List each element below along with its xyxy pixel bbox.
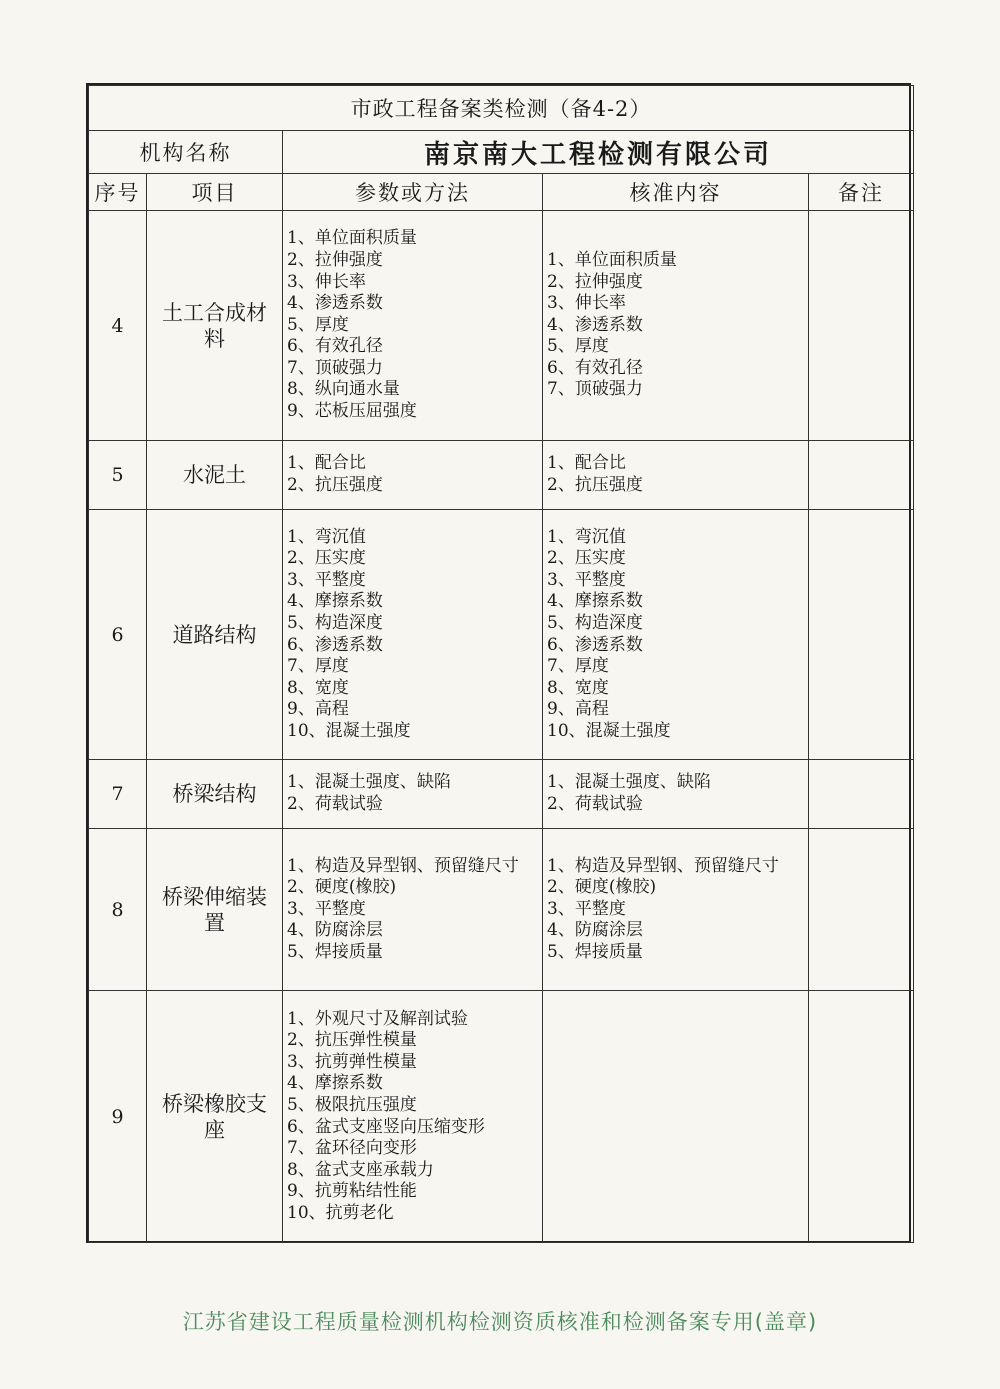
entry-list [287, 527, 542, 743]
row-params [283, 829, 543, 991]
list-item: 7、盆环径向变形 [287, 1138, 417, 1159]
list-item: 5、厚度 [287, 314, 349, 335]
row-seq: 7 [89, 760, 147, 829]
list-item: 6、有效孔径 [547, 357, 643, 378]
header-remark: 备注 [809, 174, 914, 211]
list-item: 1、构造及异型钢、预留缝尺寸 [547, 855, 779, 876]
entry-list [547, 250, 808, 401]
row-approved [543, 991, 809, 1243]
list-item: 6、盆式支座竖向压缩变形 [287, 1116, 485, 1137]
row-seq: 8 [89, 829, 147, 991]
list-item: 5、焊接质量 [547, 941, 643, 962]
list-item: 2、抗压强度 [287, 475, 383, 495]
row-approved [543, 441, 809, 510]
list-item: 8、宽度 [287, 677, 349, 698]
entry-list [287, 228, 542, 422]
entry-list [287, 772, 542, 815]
list-item: 3、平整度 [287, 898, 366, 919]
list-item: 9、抗剪粘结性能 [287, 1181, 417, 1202]
row-remark [809, 829, 914, 991]
row-item: 水泥土 [147, 441, 283, 510]
list-item: 4、摩擦系数 [547, 591, 643, 612]
row-item: 土工合成材料 [147, 211, 283, 441]
list-item: 5、极限抗压强度 [287, 1094, 417, 1115]
list-item: 1、配合比 [547, 453, 626, 474]
list-item: 3、伸长率 [287, 271, 366, 292]
footer-stamp-note: 江苏省建设工程质量检测机构检测资质核准和检测备案专用(盖章) [182, 1310, 818, 1334]
entry-list [547, 856, 808, 964]
row-seq: 5 [89, 441, 147, 510]
list-item: 4、渗透系数 [547, 314, 643, 335]
list-item: 10、抗剪老化 [287, 1202, 394, 1223]
list-item: 7、顶破强力 [547, 379, 643, 400]
filing-table [88, 85, 914, 1243]
row-remark [809, 211, 914, 441]
list-item: 1、外观尺寸及解剖试验 [287, 1008, 468, 1029]
list-item: 3、平整度 [287, 569, 366, 590]
list-item: 1、单位面积质量 [287, 228, 417, 249]
row-remark [809, 441, 914, 510]
entry-list [287, 856, 542, 964]
list-item: 1、弯沉值 [547, 526, 626, 547]
list-item: 1、混凝土强度、缺陷 [547, 772, 711, 793]
list-item: 3、伸长率 [547, 293, 626, 314]
list-item: 2、拉伸强度 [287, 249, 383, 270]
row-approved [543, 510, 809, 760]
org-name: 南京南大工程检测有限公司 [283, 131, 914, 174]
list-item: 10、混凝土强度 [547, 720, 671, 741]
row-approved [543, 211, 809, 441]
list-item: 2、抗压强度 [547, 475, 643, 495]
list-item: 2、荷载试验 [547, 794, 643, 814]
table-row [89, 991, 914, 1243]
list-item: 1、单位面积质量 [547, 249, 677, 270]
list-item: 1、构造及异型钢、预留缝尺寸 [287, 855, 519, 876]
list-item: 8、宽度 [547, 677, 609, 698]
list-item: 7、厚度 [547, 656, 609, 677]
row-approved [543, 829, 809, 991]
entry-list [547, 772, 808, 815]
row-seq: 9 [89, 991, 147, 1243]
list-item: 7、厚度 [287, 656, 349, 677]
list-item: 8、纵向通水量 [287, 379, 400, 400]
list-item: 4、摩擦系数 [287, 591, 383, 612]
list-item: 3、平整度 [547, 569, 626, 590]
table-row [89, 441, 914, 510]
list-item: 2、压实度 [547, 548, 626, 569]
table-row [89, 760, 914, 829]
table-row [89, 510, 914, 760]
header-params: 参数或方法 [283, 174, 543, 211]
header-approved: 核准内容 [543, 174, 809, 211]
list-item: 4、摩擦系数 [287, 1073, 383, 1094]
list-item: 4、渗透系数 [287, 293, 383, 314]
list-item: 4、防腐涂层 [547, 920, 643, 941]
row-approved [543, 760, 809, 829]
list-item: 1、弯沉值 [287, 526, 366, 547]
list-item: 3、抗剪弹性模量 [287, 1051, 417, 1072]
row-params [283, 760, 543, 829]
table-row [89, 211, 914, 441]
list-item: 5、构造深度 [287, 612, 383, 633]
list-item: 2、拉伸强度 [547, 271, 643, 292]
list-item: 6、渗透系数 [547, 634, 643, 655]
entry-list [547, 527, 808, 743]
list-item: 8、盆式支座承载力 [287, 1159, 434, 1180]
list-item: 6、有效孔径 [287, 336, 383, 357]
list-item: 3、平整度 [547, 898, 626, 919]
list-item: 1、混凝土强度、缺陷 [287, 772, 451, 793]
entry-list [287, 453, 542, 496]
row-item: 桥梁结构 [147, 760, 283, 829]
row-params [283, 211, 543, 441]
entry-list [547, 453, 808, 496]
row-item: 桥梁伸缩装置 [147, 829, 283, 991]
header-seq: 序号 [89, 174, 147, 211]
list-item: 2、压实度 [287, 548, 366, 569]
list-item: 5、厚度 [547, 336, 609, 357]
table-row [89, 829, 914, 991]
table-title: 市政工程备案类检测（备4-2） [89, 86, 914, 131]
row-item: 桥梁橡胶支座 [147, 991, 283, 1243]
list-item: 2、硬度(橡胶) [287, 877, 397, 898]
list-item: 10、混凝土强度 [287, 720, 411, 741]
list-item: 7、顶破强力 [287, 357, 383, 378]
row-remark [809, 760, 914, 829]
row-params [283, 510, 543, 760]
row-remark [809, 510, 914, 760]
record-sheet [86, 83, 911, 1243]
row-params [283, 441, 543, 510]
row-params [283, 991, 543, 1243]
list-item: 9、芯板压屈强度 [287, 401, 417, 422]
list-item: 2、荷载试验 [287, 794, 383, 814]
list-item: 9、高程 [287, 699, 349, 720]
list-item: 6、渗透系数 [287, 634, 383, 655]
header-item: 项目 [147, 174, 283, 211]
list-item: 1、配合比 [287, 453, 366, 474]
list-item: 9、高程 [547, 699, 609, 720]
list-item: 5、构造深度 [547, 612, 643, 633]
org-label: 机构名称 [89, 131, 283, 174]
list-item: 4、防腐涂层 [287, 920, 383, 941]
entry-list [287, 1009, 542, 1225]
row-item: 道路结构 [147, 510, 283, 760]
row-seq: 4 [89, 211, 147, 441]
row-seq: 6 [89, 510, 147, 760]
list-item: 2、抗压弹性模量 [287, 1030, 417, 1051]
list-item: 5、焊接质量 [287, 941, 383, 962]
list-item: 2、硬度(橡胶) [547, 877, 657, 898]
row-remark [809, 991, 914, 1243]
